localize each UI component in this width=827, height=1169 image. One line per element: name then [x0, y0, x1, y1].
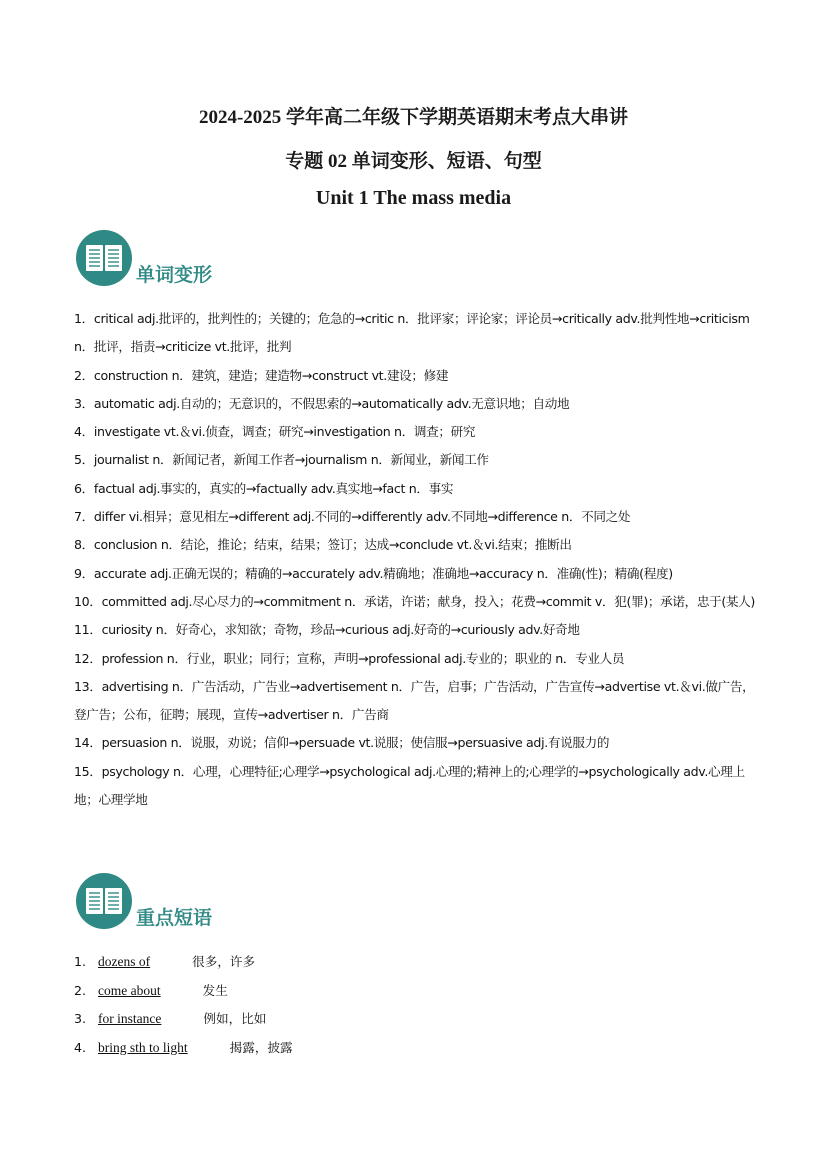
list-item: 7．differ vi.相异；意见相左→different adj.不同的→differently adv.不同地→difference n．不同之处 [74, 509, 631, 525]
list-item: 3．automatic adj.自动的；无意识的，不假思索的→automatically adv.无意识地；自动地 [74, 395, 570, 411]
section-title-phrases: 重点短语 [136, 907, 213, 929]
phrase-text: bring sth to light [98, 1039, 188, 1055]
phrase-text: come about [98, 982, 161, 998]
document-subtitle: 专题 02 单词变形、短语、句型 [285, 151, 542, 172]
phrase-number: 2. [74, 982, 87, 998]
phrase-number: 4. [74, 1039, 87, 1055]
list-item [74, 977, 293, 1006]
list-item [74, 948, 293, 977]
list-item: 6．factual adj.事实的，真实的→factually adv.真实地→fact n．事实 [74, 480, 454, 496]
phrase-meaning: 发生 [202, 982, 228, 998]
phrase-number: 1. [74, 954, 87, 969]
list-item: 1．critical adj.批评的，批判性的；关键的；危急的→critic n．批评家；评论家；评论员→critically adv.批判性地→criticism n．批评，指责→criticize vt.批评，批判 [74, 311, 750, 355]
list-item: 9．accurate adj.正确无误的；精确的→accurately adv.精确地；准确地→accuracy n．准确(性)；精确(程度) [74, 565, 673, 581]
unit-title: Unit 1 The mass media [315, 187, 512, 209]
list-item: 11．curiosity n．好奇心，求知欲；奇物，珍品→curious adj.好奇的→curiously adv.好奇地 [74, 622, 580, 638]
word-entries-list [74, 305, 760, 814]
phrase-number: 3. [74, 1011, 87, 1027]
phrase-list [74, 948, 293, 1062]
document-title: 2024-2025 学年高二年级下学期英语期末考点大串讲 [198, 107, 629, 128]
list-item: 2．construction n．建筑，建造；建造物→construct vt.建设；修建 [74, 367, 449, 383]
list-item [74, 1005, 293, 1034]
list-item: 4．investigate vt.＆vi.侦查，调查；研究→investigation n．调查；研究 [74, 424, 476, 440]
phrase-meaning: 揭露，披露 [229, 1039, 293, 1055]
list-item: 5．journalist n．新闻记者，新闻工作者→journalism n．新闻业，新闻工作 [74, 452, 489, 468]
list-item: 14．persuasion n．说服，劝说；信仰→persuade vt.说服；使信服→persuasive adj.有说服力的 [74, 735, 610, 751]
section-title-words: 单词变形 [136, 264, 213, 286]
phrase-meaning: 很多，许多 [192, 954, 256, 969]
book-icon [76, 873, 132, 929]
list-item: 8．conclusion n．结论，推论；结束，结果；签订；达成→conclude vt.＆vi.结束；推断出 [74, 537, 572, 553]
phrase-meaning: 例如，比如 [203, 1011, 267, 1027]
phrase-text: dozens of [98, 954, 151, 969]
book-icon [76, 230, 132, 286]
phrase-text: for instance [98, 1011, 162, 1027]
list-item [74, 1034, 293, 1063]
list-item: 10．committed adj.尽心尽力的→commitment n．承诺，许诺；献身，投入；花费→commit v．犯(罪)；承诺，忠于(某人) [74, 593, 755, 609]
list-item: 15．psychology n．心理，心理特征;心理学→psychological adj.心理的;精神上的;心理学的→psychologically adv.心理上地；心理学地 [74, 763, 745, 808]
list-item: 13．advertising n．广告活动，广告业→advertisement n．广告，启事；广告活动，广告宣传→advertise vt.＆vi.做广告，登广告；公布，征聘；展现，宣传→advertiser n．广告商 [74, 678, 755, 723]
list-item: 12．profession n．行业，职业；同行；宣称，声明→professional adj.专业的；职业的 n．专业人员 [74, 650, 625, 666]
